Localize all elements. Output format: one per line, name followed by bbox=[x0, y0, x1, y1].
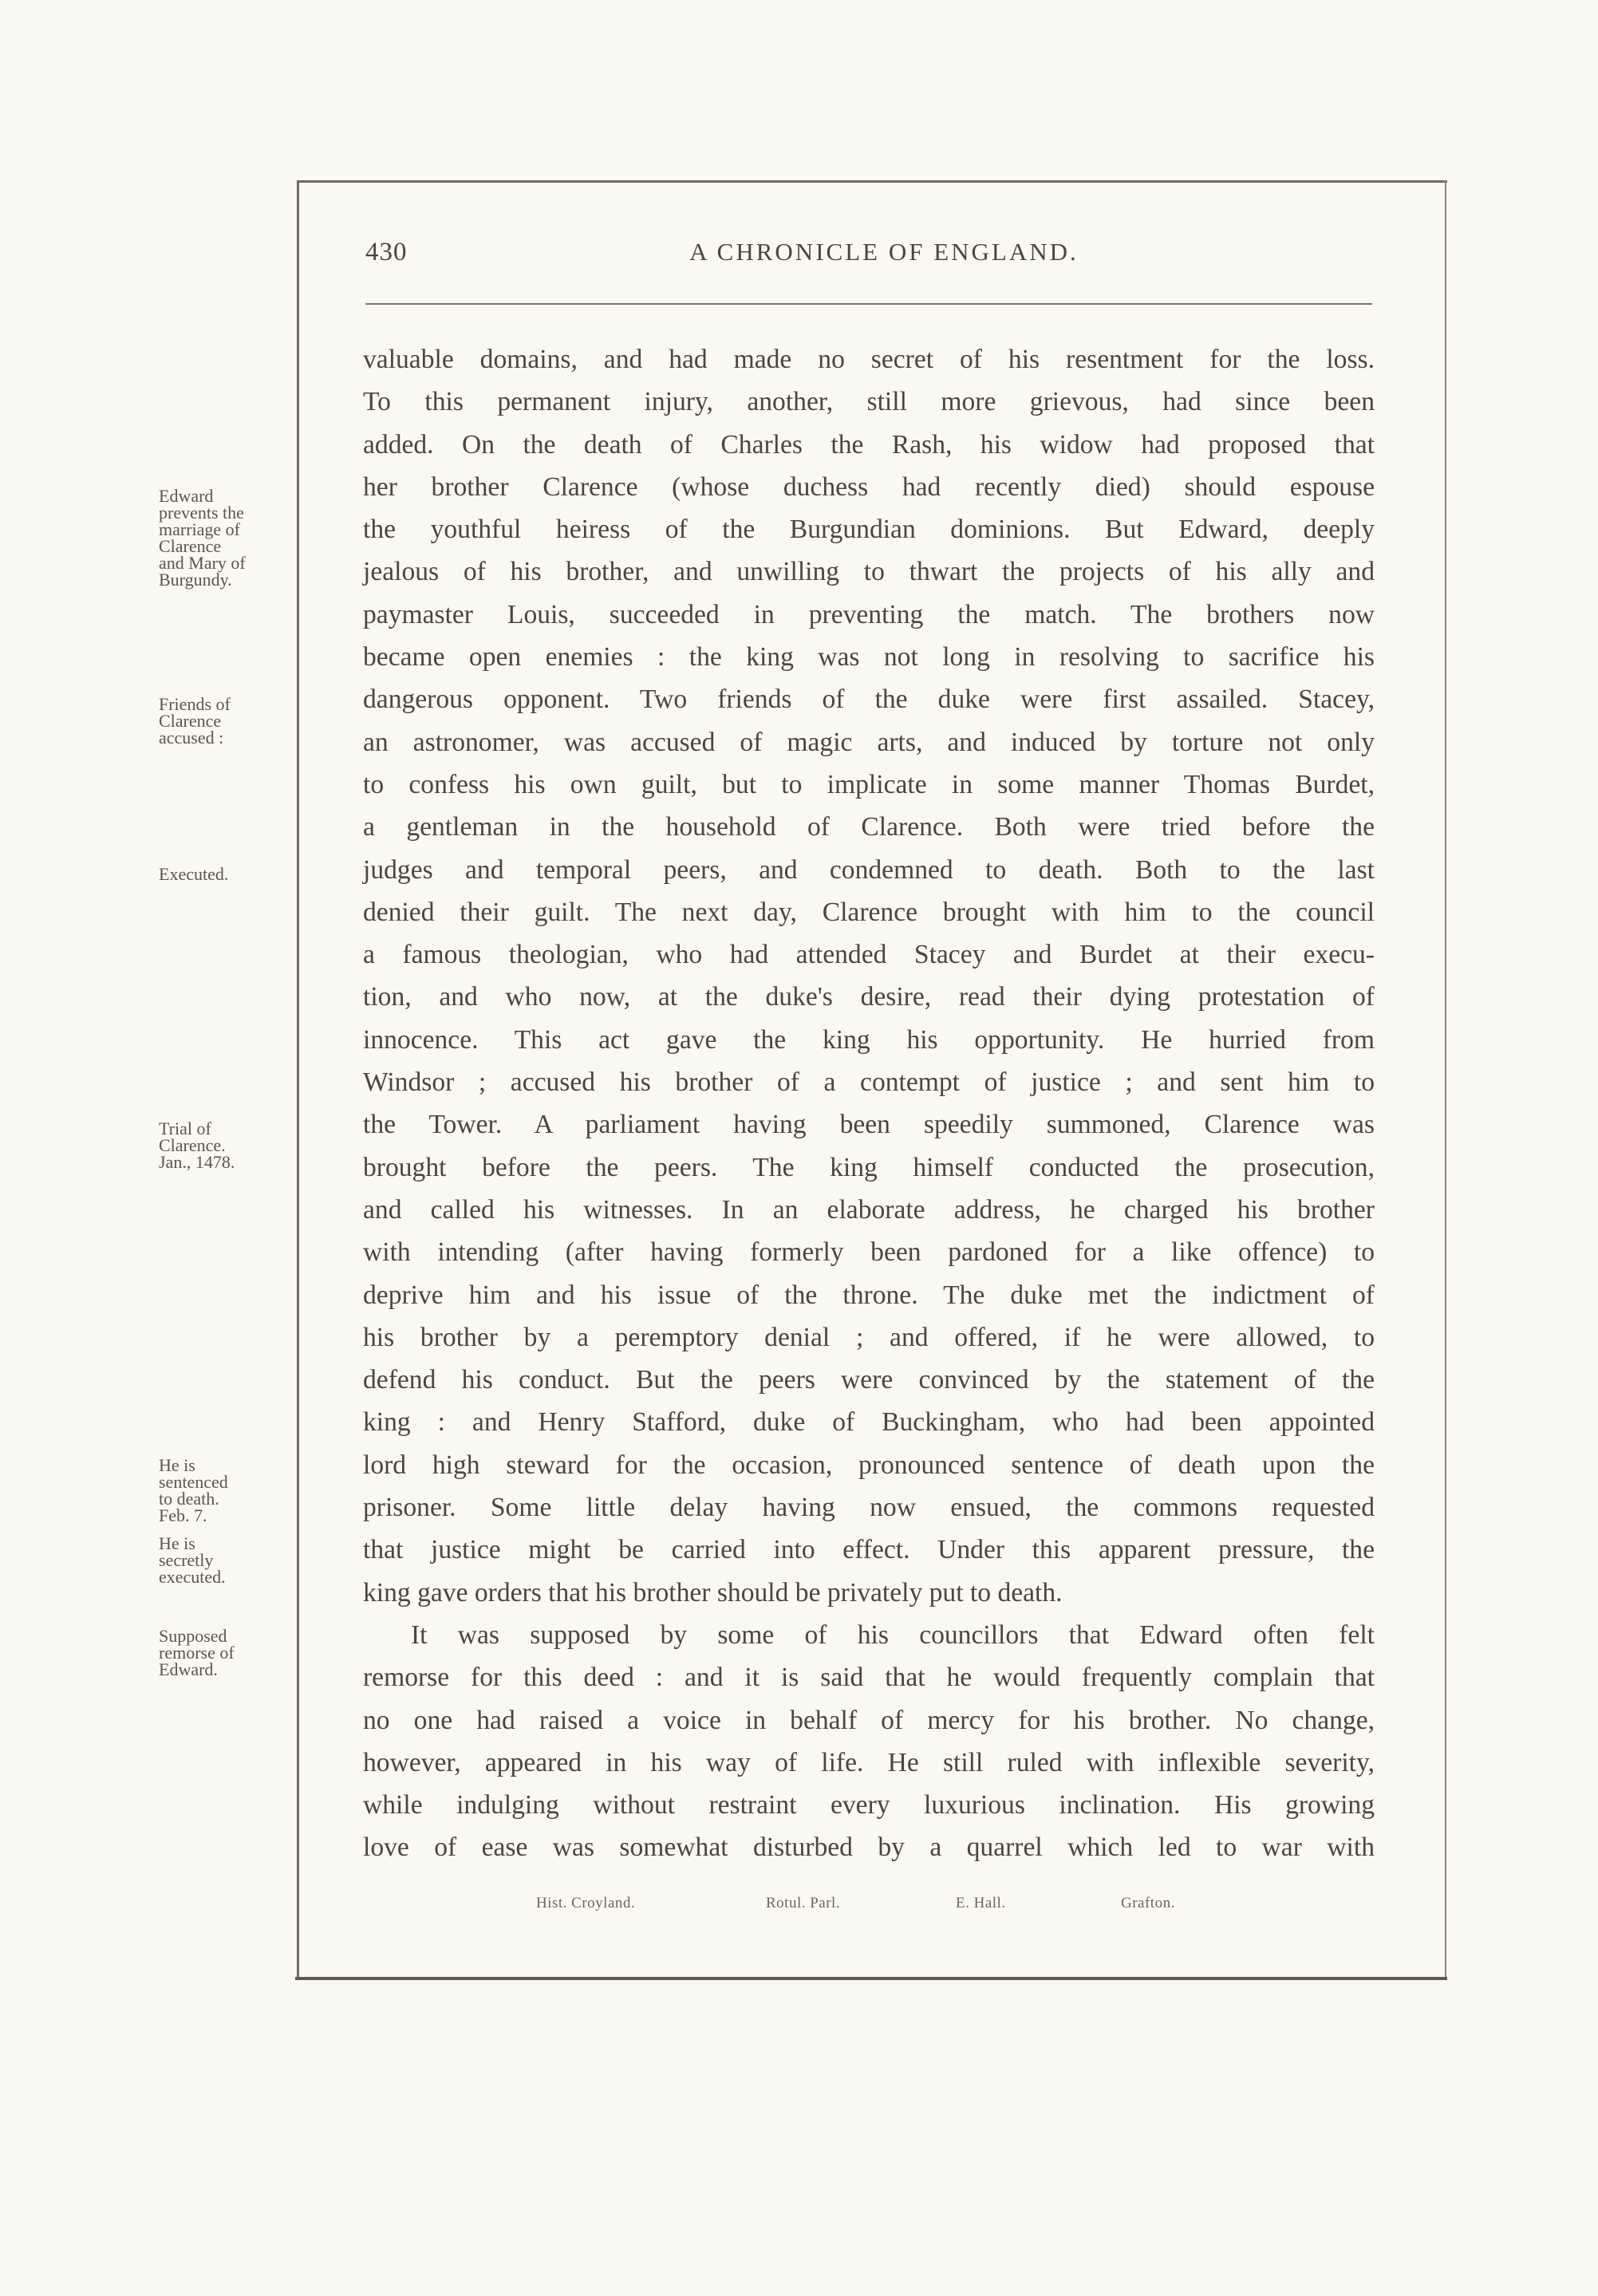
sidenote-line: Clarence bbox=[159, 536, 222, 556]
text-line: tion, and who now, at the duke's desire, read their dying protestation of bbox=[363, 982, 1375, 1012]
text-line: no one had raised a voice in behalf of mercy for his brother. No change, bbox=[363, 1705, 1375, 1735]
text-line: To this permanent injury, another, still more grievous, had since been bbox=[363, 387, 1375, 417]
sidenote-line: Executed. bbox=[159, 864, 229, 884]
sidenote-line: remorse of bbox=[159, 1643, 235, 1663]
sidenote-line: Burgundy. bbox=[159, 570, 232, 590]
text-line: love of ease was somewhat disturbed by a quarrel which led to war with bbox=[363, 1832, 1375, 1863]
text-line: king : and Henry Stafford, duke of Buckingham, who had been appointed bbox=[363, 1407, 1375, 1438]
text-line: remorse for this deed : and it is said that he would frequently complain that bbox=[363, 1663, 1375, 1693]
text-line: that justice might be carried into effect. Under this apparent pressure, the bbox=[363, 1535, 1375, 1565]
sidenote-remorse bbox=[159, 1627, 298, 1678]
page-title: A CHRONICLE OF ENGLAND. bbox=[689, 238, 1079, 266]
text-line: however, appeared in his way of life. He still ruled with inflexible severity, bbox=[363, 1747, 1375, 1777]
sidenote-line: prevents the bbox=[159, 503, 244, 523]
sidenote-line: Feb. 7. bbox=[159, 1505, 207, 1525]
sidenote-line: Clarence. bbox=[159, 1135, 226, 1155]
sidenote-line: secretly bbox=[159, 1550, 214, 1570]
text-line: innocence. This act gave the king his opportunity. He hurried from bbox=[363, 1024, 1375, 1055]
sidenote-line: He is bbox=[159, 1533, 195, 1553]
reference-rotul-parl: Rotul. Parl. bbox=[766, 1895, 841, 1911]
text-line: lord high steward for the occasion, pronounced sentence of death upon the bbox=[363, 1450, 1375, 1480]
sidenote-line: Supposed bbox=[159, 1626, 227, 1646]
sidenote-line: sentenced bbox=[159, 1472, 228, 1492]
page-frame-top-border bbox=[297, 180, 1447, 183]
sidenote-line: Jan., 1478. bbox=[159, 1152, 235, 1172]
page-number: 430 bbox=[365, 238, 408, 266]
text-line: denied their guilt. The next day, Clarence brought with him to the council bbox=[363, 897, 1375, 927]
text-line: brought before the peers. The king himself conducted the prosecution, bbox=[363, 1152, 1375, 1182]
text-line: and called his witnesses. In an elaborate address, he charged his brother bbox=[363, 1194, 1375, 1225]
header-rule bbox=[365, 303, 1372, 305]
text-line: jealous of his brother, and unwilling to thwart the projects of his ally and bbox=[363, 557, 1375, 587]
sidenote-line: He is bbox=[159, 1455, 195, 1475]
text-line: an astronomer, was accused of magic arts, and induced by torture not only bbox=[363, 727, 1375, 757]
sidenote-sentenced bbox=[159, 1457, 298, 1524]
page-frame-right-border bbox=[1445, 180, 1446, 1979]
text-line: prisoner. Some little delay having now ensued, the commons requested bbox=[363, 1493, 1375, 1523]
sidenote-line: Edward. bbox=[159, 1659, 218, 1679]
text-line: Windsor ; accused his brother of a contempt of justice ; and sent him to bbox=[363, 1067, 1375, 1098]
text-line: while indulging without restraint every luxurious inclination. His growing bbox=[363, 1790, 1375, 1821]
page-frame-left-border bbox=[297, 180, 299, 1979]
text-line: a famous theologian, who had attended Stacey and Burdet at their execu- bbox=[363, 940, 1375, 970]
reference-e-hall: E. Hall. bbox=[956, 1895, 1006, 1911]
text-line: deprive him and his issue of the throne. The duke met the indictment of bbox=[363, 1280, 1375, 1310]
sidenote-line: accused : bbox=[159, 728, 224, 748]
page-frame-bottom-border bbox=[295, 1977, 1447, 1980]
text-line: his brother by a peremptory denial ; and offered, if he were allowed, to bbox=[363, 1322, 1375, 1352]
sidenote-line: Clarence bbox=[159, 711, 222, 731]
text-line: her brother Clarence (whose duchess had recently died) should espouse bbox=[363, 471, 1375, 502]
text-line: paymaster Louis, succeeded in preventing the match. The brothers now bbox=[363, 599, 1375, 629]
reference-grafton: Grafton. bbox=[1121, 1895, 1175, 1911]
sidenote-line: Trial of bbox=[159, 1118, 211, 1138]
text-line: dangerous opponent. Two friends of the duke were first assailed. Stacey, bbox=[363, 684, 1375, 715]
text-line: the youthful heiress of the Burgundian dominions. But Edward, deeply bbox=[363, 515, 1375, 545]
text-line: the Tower. A parliament having been speedily summoned, Clarence was bbox=[363, 1110, 1375, 1140]
text-line: It was supposed by some of his councillors that Edward often felt bbox=[411, 1619, 1375, 1650]
sidenote-line: executed. bbox=[159, 1567, 226, 1587]
text-line: king gave orders that his brother should be privately put to death. bbox=[363, 1577, 1063, 1608]
sidenote-friends-accused bbox=[159, 696, 298, 746]
text-line: valuable domains, and had made no secret of his resentment for the loss. bbox=[363, 345, 1375, 374]
body-text bbox=[363, 338, 1375, 1869]
text-line: added. On the death of Charles the Rash, his widow had proposed that bbox=[363, 429, 1375, 460]
text-line: defend his conduct. But the peers were convinced by the statement of the bbox=[363, 1365, 1375, 1395]
text-line: a gentleman in the household of Clarence. Both were tried before the bbox=[363, 812, 1375, 842]
sidenote-line: and Mary of bbox=[159, 553, 246, 573]
sidenote-line: to death. bbox=[159, 1489, 219, 1509]
sidenote-line: marriage of bbox=[159, 519, 240, 539]
reference-hist-croyland: Hist. Croyland. bbox=[536, 1895, 636, 1911]
running-head bbox=[365, 238, 1372, 276]
text-line: to confess his own guilt, but to implicate in some manner Thomas Burdet, bbox=[363, 769, 1375, 799]
text-line: became open enemies : the king was not long in resolving to sacrifice his bbox=[363, 642, 1375, 673]
footer-references bbox=[363, 1895, 1375, 1919]
sidenote-secretly-executed bbox=[159, 1535, 298, 1585]
sidenote-line: Friends of bbox=[159, 694, 231, 714]
text-line: judges and temporal peers, and condemned to death. Both to the last bbox=[363, 854, 1375, 885]
sidenote-executed bbox=[159, 866, 298, 882]
sidenote-clarence-marriage bbox=[159, 487, 298, 588]
sidenote-trial-of-clarence bbox=[159, 1120, 298, 1170]
text-line: with intending (after having formerly been pardoned for a like offence) to bbox=[363, 1237, 1375, 1268]
sidenote-line: Edward bbox=[159, 486, 214, 506]
